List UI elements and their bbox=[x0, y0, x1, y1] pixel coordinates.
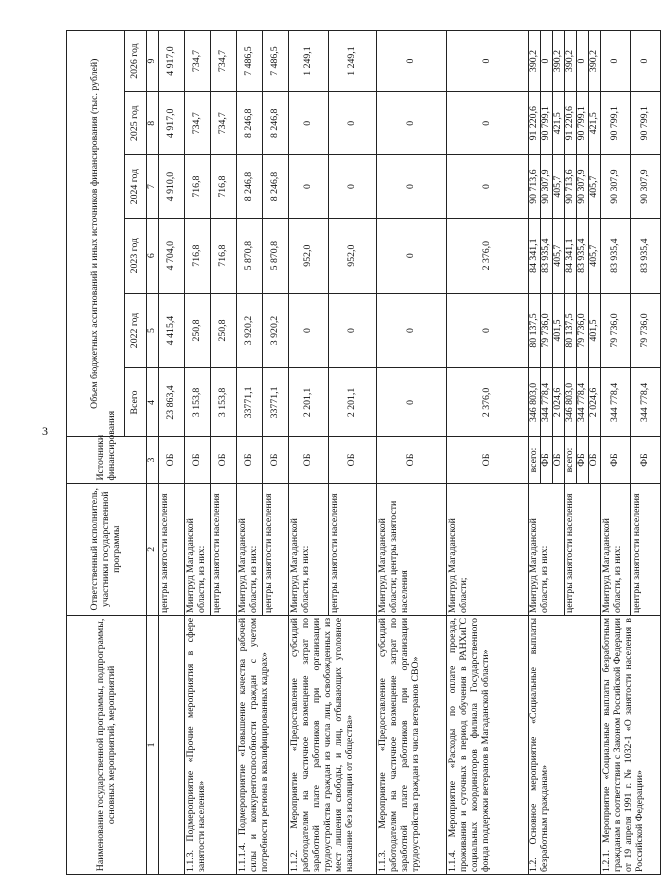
value-cell: 83 935,4 bbox=[631, 218, 661, 293]
value-cell: 421,5 bbox=[553, 92, 565, 155]
exec-cell: центры занятости населения bbox=[211, 483, 237, 615]
source-cell: всего: bbox=[529, 437, 541, 483]
value-cell: 346 803,0 bbox=[529, 368, 541, 437]
table-row bbox=[447, 31, 529, 875]
value-cell: 250,8 bbox=[185, 293, 211, 368]
value-cell: 0 bbox=[329, 155, 377, 218]
value-cell: 3 920,2 bbox=[263, 293, 289, 368]
value-cell: 0 bbox=[447, 31, 529, 92]
value-cell: 91 220,6 bbox=[565, 92, 577, 155]
value-cell: 0 bbox=[377, 368, 447, 437]
value-cell: 405,7 bbox=[553, 155, 565, 218]
value-cell: 0 bbox=[631, 31, 661, 92]
value-cell: 405,7 bbox=[589, 155, 601, 218]
value-cell: 401,5 bbox=[589, 293, 601, 368]
value-cell: 84 341,1 bbox=[565, 218, 577, 293]
table-row bbox=[185, 31, 211, 875]
value-cell: 5 870,8 bbox=[263, 218, 289, 293]
source-cell: ФБ bbox=[541, 437, 553, 483]
value-cell: 8 246,8 bbox=[237, 92, 263, 155]
value-cell: 2 376,0 bbox=[447, 368, 529, 437]
rotated-page bbox=[66, 30, 651, 875]
value-cell: 79 736,0 bbox=[541, 293, 553, 368]
page-number: 3 bbox=[42, 424, 48, 438]
value-cell: 90 799,1 bbox=[577, 92, 589, 155]
value-cell: 33771,1 bbox=[237, 368, 263, 437]
value-cell: 0 bbox=[377, 31, 447, 92]
column-index: 7 bbox=[147, 155, 159, 218]
exec-cell: Минтруд Магаданской области; bbox=[447, 483, 529, 615]
value-cell: 390,2 bbox=[589, 31, 601, 92]
value-cell: 4 917,0 bbox=[159, 92, 185, 155]
value-cell: 0 bbox=[289, 92, 329, 155]
value-cell: 0 bbox=[289, 155, 329, 218]
value-cell: 952,0 bbox=[289, 218, 329, 293]
value-cell: 79 736,0 bbox=[601, 293, 631, 368]
value-cell: 0 bbox=[289, 293, 329, 368]
value-cell: 0 bbox=[377, 92, 447, 155]
value-cell: 4 910,0 bbox=[159, 155, 185, 218]
value-cell: 734,7 bbox=[185, 92, 211, 155]
value-cell: 80 137,5 bbox=[529, 293, 541, 368]
value-cell: 83 935,4 bbox=[541, 218, 553, 293]
value-cell: 4 415,4 bbox=[159, 293, 185, 368]
source-cell: ФБ bbox=[601, 437, 631, 483]
value-cell: 716,8 bbox=[211, 218, 237, 293]
value-cell: 405,7 bbox=[589, 218, 601, 293]
value-cell: 2 201,1 bbox=[289, 368, 329, 437]
column-index: 2 bbox=[147, 483, 159, 615]
value-cell: 716,8 bbox=[185, 155, 211, 218]
column-index: 5 bbox=[147, 293, 159, 368]
value-cell: 0 bbox=[447, 155, 529, 218]
value-cell: 250,8 bbox=[211, 293, 237, 368]
source-cell: ОБ bbox=[159, 437, 185, 483]
exec-cell: Минтруд Магаданской области; центры занятости населения bbox=[377, 483, 447, 615]
budget-table bbox=[66, 30, 661, 875]
col-src-header: Источники финансирования bbox=[67, 437, 147, 483]
exec-cell: центры занятости населения bbox=[631, 483, 661, 615]
year-header: 2024 год bbox=[125, 155, 147, 218]
value-cell: 83 935,4 bbox=[601, 218, 631, 293]
exec-cell: Минтруд Магаданской области, из них: bbox=[237, 483, 263, 615]
value-cell: 90 799,1 bbox=[541, 92, 553, 155]
value-cell: 405,7 bbox=[553, 218, 565, 293]
value-cell: 0 bbox=[601, 31, 631, 92]
value-cell: 344 778,4 bbox=[601, 368, 631, 437]
value-cell: 0 bbox=[577, 31, 589, 92]
source-cell: ОБ bbox=[553, 437, 565, 483]
year-header: 2022 год bbox=[125, 293, 147, 368]
value-cell: 90 713,6 bbox=[529, 155, 541, 218]
value-cell: 83 935,4 bbox=[577, 218, 589, 293]
source-cell: ФБ bbox=[631, 437, 661, 483]
value-cell: 2 024,6 bbox=[553, 368, 565, 437]
value-cell: 952,0 bbox=[329, 218, 377, 293]
year-header: 2026 год bbox=[125, 31, 147, 92]
exec-cell: центры занятости населения bbox=[565, 483, 601, 615]
value-cell: 90 799,1 bbox=[601, 92, 631, 155]
value-cell: 90 307,9 bbox=[577, 155, 589, 218]
value-cell: 344 778,4 bbox=[541, 368, 553, 437]
value-cell: 91 220,6 bbox=[529, 92, 541, 155]
value-cell: 7 486,5 bbox=[263, 31, 289, 92]
value-cell: 734,7 bbox=[211, 31, 237, 92]
col-exec-header: Ответственный исполнитель, участники государственной программы bbox=[67, 483, 147, 615]
value-cell: 0 bbox=[329, 293, 377, 368]
value-cell: 90 799,1 bbox=[631, 92, 661, 155]
column-index: 6 bbox=[147, 218, 159, 293]
row-name-cell: 1.2. Основное мероприятие «Социальные выплаты безработным гражданам» bbox=[529, 615, 601, 874]
value-cell: 80 137,5 bbox=[565, 293, 577, 368]
year-header: 2023 год bbox=[125, 218, 147, 293]
value-cell: 79 736,0 bbox=[631, 293, 661, 368]
value-cell: 2 376,0 bbox=[447, 218, 529, 293]
source-cell: ОБ bbox=[185, 437, 211, 483]
column-index: 3 bbox=[147, 437, 159, 483]
value-cell: 4 704,0 bbox=[159, 218, 185, 293]
value-cell: 0 bbox=[447, 293, 529, 368]
value-cell: 0 bbox=[377, 293, 447, 368]
value-cell: 1 249,1 bbox=[329, 31, 377, 92]
table-row bbox=[529, 31, 541, 875]
source-cell: ОБ bbox=[237, 437, 263, 483]
value-cell: 3 153,8 bbox=[211, 368, 237, 437]
value-cell: 390,2 bbox=[529, 31, 541, 92]
value-cell: 716,8 bbox=[185, 218, 211, 293]
column-index: 4 bbox=[147, 368, 159, 437]
source-cell: ОБ bbox=[377, 437, 447, 483]
column-index: 8 bbox=[147, 92, 159, 155]
value-cell: 8 246,8 bbox=[237, 155, 263, 218]
source-cell: ФБ bbox=[577, 437, 589, 483]
value-cell: 390,2 bbox=[553, 31, 565, 92]
value-cell: 8 246,8 bbox=[263, 155, 289, 218]
row-name-cell: 1.1.3. Подмероприятие «Прочие мероприятия в сфере занятости населения» bbox=[185, 615, 237, 874]
value-cell: 3 153,8 bbox=[185, 368, 211, 437]
table-row bbox=[601, 31, 631, 875]
value-cell: 23 863,4 bbox=[159, 368, 185, 437]
value-cell: 84 341,1 bbox=[529, 218, 541, 293]
exec-cell: Минтруд Магаданской области, из них: bbox=[185, 483, 211, 615]
source-cell: ОБ bbox=[263, 437, 289, 483]
value-cell: 3 920,2 bbox=[237, 293, 263, 368]
row-name-cell: 1.1.1.4. Подмероприятие «Повышение качества рабочей силы и конкурентоспособности граждан с учетом потребности региона в квалифицированных кадрах» bbox=[237, 615, 289, 874]
value-cell: 344 778,4 bbox=[631, 368, 661, 437]
table-row bbox=[377, 31, 447, 875]
table-row bbox=[159, 31, 185, 875]
column-index: 1 bbox=[147, 615, 159, 874]
column-index: 9 bbox=[147, 31, 159, 92]
table-row bbox=[237, 31, 263, 875]
source-cell: ОБ bbox=[289, 437, 329, 483]
value-cell: 0 bbox=[377, 155, 447, 218]
row-name-cell bbox=[159, 615, 185, 874]
source-cell: ОБ bbox=[447, 437, 529, 483]
value-cell: 79 736,0 bbox=[577, 293, 589, 368]
value-cell: 90 307,9 bbox=[601, 155, 631, 218]
value-cell: 0 bbox=[377, 218, 447, 293]
value-cell: 734,7 bbox=[185, 31, 211, 92]
value-cell: 0 bbox=[541, 31, 553, 92]
value-cell: 0 bbox=[329, 92, 377, 155]
row-name-cell: 1.2.1. Мероприятие «Социальные выплаты безработным гражданам в соответствии с Законом Российской Федерации от 19 апреля 1991 г. № 1032-1 «О занятости населения в Российской Федерации» bbox=[601, 615, 661, 874]
row-name-cell: 1.1.4. Мероприятие «Расходы по оплате проезда, проживания и суточных в период обучения в РАНХиГС социальных координаторов филиала Государственного фонда поддержки ветеранов в Магаданской области» bbox=[447, 615, 529, 874]
value-cell: 390,2 bbox=[565, 31, 577, 92]
row-name-cell: 1.1.3. Мероприятие «Предоставление субсидий работодателям на частичное возмещение затрат по заработной плате работников при организации трудоустройства граждан из числа ветеранов СВО» bbox=[377, 615, 447, 874]
value-cell: 90 307,9 bbox=[631, 155, 661, 218]
year-header: Всего bbox=[125, 368, 147, 437]
exec-cell: Минтруд Магаданской области, из них: bbox=[529, 483, 565, 615]
value-cell: 7 486,5 bbox=[237, 31, 263, 92]
value-cell: 2 201,1 bbox=[329, 368, 377, 437]
value-cell: 401,5 bbox=[553, 293, 565, 368]
source-cell: ОБ bbox=[329, 437, 377, 483]
value-cell: 4 917,0 bbox=[159, 31, 185, 92]
exec-cell: Минтруд Магаданской области, из них: bbox=[289, 483, 329, 615]
table-row bbox=[289, 31, 329, 875]
value-cell: 90 307,9 bbox=[541, 155, 553, 218]
value-cell: 716,8 bbox=[211, 155, 237, 218]
exec-cell: Минтруд Магаданской области, из них: bbox=[601, 483, 631, 615]
value-cell: 1 249,1 bbox=[289, 31, 329, 92]
year-header: 2025 год bbox=[125, 92, 147, 155]
exec-cell: центры занятости населения bbox=[329, 483, 377, 615]
source-cell: всего: bbox=[565, 437, 577, 483]
value-cell: 2 024,6 bbox=[589, 368, 601, 437]
value-cell: 344 778,4 bbox=[577, 368, 589, 437]
value-cell: 421,5 bbox=[589, 92, 601, 155]
row-name-cell: 1.1.2. Мероприятие «Предоставление субсидий работодателям на частичное возмещение затрат по заработной плате работников при организации трудоустройства граждан из числа лиц, освобожденных из мест лишения свободы, и лиц, отбывающих уголовное наказание без изоляции от общества» bbox=[289, 615, 377, 874]
value-cell: 90 713,6 bbox=[565, 155, 577, 218]
exec-cell: центры занятости населения bbox=[263, 483, 289, 615]
source-cell: ОБ bbox=[589, 437, 601, 483]
exec-cell: центры занятости населения bbox=[159, 483, 185, 615]
value-cell: 8 246,8 bbox=[263, 92, 289, 155]
value-cell: 346 803,0 bbox=[565, 368, 577, 437]
budget-group-header: Объем бюджетных ассигнований и иных источников финансирования (тыс. рублей) bbox=[67, 31, 125, 437]
value-cell: 33771,1 bbox=[263, 368, 289, 437]
value-cell: 734,7 bbox=[211, 92, 237, 155]
col-name-header: Наименование государственной программы, подпрограммы, основных мероприятий, мероприятий bbox=[67, 615, 147, 874]
value-cell: 5 870,8 bbox=[237, 218, 263, 293]
source-cell: ОБ bbox=[211, 437, 237, 483]
value-cell: 0 bbox=[447, 92, 529, 155]
